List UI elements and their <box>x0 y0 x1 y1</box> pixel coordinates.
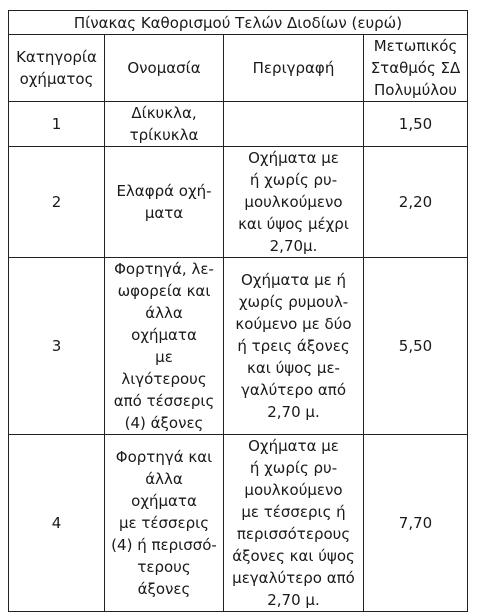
fee-cell: 2,20 <box>364 147 468 258</box>
fee-cell: 1,50 <box>364 102 468 147</box>
header-fee: Μετωπικός Σταθμός ΣΔ Πολυμύλου <box>364 35 468 102</box>
name-cell: Φορτηγά και άλλα οχήματα με τέσσερις (4) ή περισσό- τερους άξονες <box>105 435 224 612</box>
fee-cell: 7,70 <box>364 435 468 612</box>
description-cell <box>224 102 364 147</box>
header-name: Ονομασία <box>105 35 224 102</box>
category-cell: 4 <box>9 435 105 612</box>
fee-cell: 5,50 <box>364 258 468 435</box>
table-header-row <box>9 35 468 102</box>
header-category: Κατηγορία οχήματος <box>9 35 105 102</box>
table-row <box>9 102 468 147</box>
category-cell: 2 <box>9 147 105 258</box>
table-row <box>9 147 468 258</box>
toll-fee-table <box>8 10 468 612</box>
name-cell: Δίκυκλα, τρίκυκλα <box>105 102 224 147</box>
table-row <box>9 258 468 435</box>
header-description: Περιγραφή <box>224 35 364 102</box>
table-row <box>9 435 468 612</box>
name-cell: Φορτηγά, λε- ωφορεία και άλλα οχήματα με λιγότερους από τέσσερις (4) άξονες <box>105 258 224 435</box>
description-cell: Οχήματα με ή χωρίς ρυμουλ- κούμενο με δύο ή τρεις άξονες και ύψος με- γαλύτερο από 2,70 μ. <box>224 258 364 435</box>
name-cell: Ελαφρά οχή- ματα <box>105 147 224 258</box>
description-cell: Οχήματα με ή χωρίς ρυ- μουλκούμενο και ύψος μέχρι 2,70μ. <box>224 147 364 258</box>
category-cell: 3 <box>9 258 105 435</box>
table-caption-row <box>9 11 468 35</box>
description-cell: Οχήματα με ή χωρίς ρυ- μουλκούμενο με τέσσερις ή περισσότερους άξονες και ύψος μεγαλύτερο από 2,70 μ. <box>224 435 364 612</box>
table-caption: Πίνακας Καθορισμού Τελών Διοδίων (ευρώ) <box>9 11 468 35</box>
category-cell: 1 <box>9 102 105 147</box>
